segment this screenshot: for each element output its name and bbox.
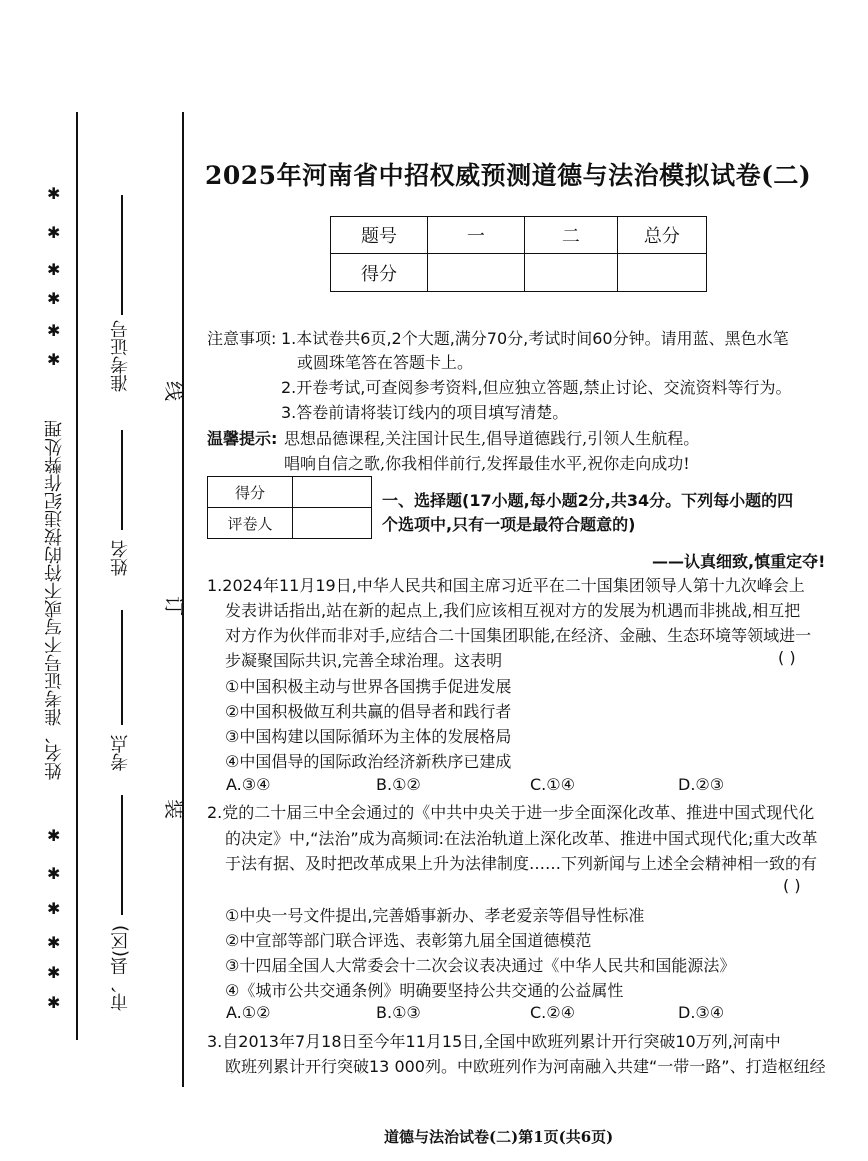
star-mark: ✱ <box>47 350 61 369</box>
section1-heading: 一、选择题(17小题,每小题2分,共34分。下列每小题的四 <box>382 491 794 510</box>
field-label-exam-site: 考点 <box>110 735 131 771</box>
notice-label: 注意事项: <box>207 329 277 348</box>
tip-line: 思想品德课程,关注国计民生,倡导道德践行,引领人生航程。 <box>284 429 700 448</box>
question-1-line: 1.2024年11月19日,中华人民共和国主席习近平在二十国集团领导人第十九次峰会上 <box>207 576 805 595</box>
question-2-option-b[interactable]: B.①③ <box>376 1003 421 1022</box>
star-mark: ✱ <box>47 864 61 883</box>
question-1-line: 对方作为伙伴而非对手,应结合二十国集团职能,在经济、金融、生态环境等领域进一 <box>225 626 812 645</box>
notice-item: 1.本试卷共6页,2个大题,满分70分,考试时间60分钟。请用蓝、黑色水笔 <box>281 329 789 348</box>
star-mark: ✱ <box>47 223 61 242</box>
question-2-statement: ③十四届全国人大常委会十二次会议表决通过《中华人民共和国能源法》 <box>225 956 736 975</box>
notice-item: 或圆珠笔答在答题卡上。 <box>297 353 474 372</box>
field-line-exam-number[interactable] <box>121 195 123 315</box>
notice-item: 2.开卷考试,可查阅参考资料,但应独立答题,禁止讨论、交流资料等行为。 <box>281 378 792 397</box>
question-2-line: 2.党的二十届三中全会通过的《中共中央关于进一步全面深化改革、推进中国式现代化 <box>207 803 815 822</box>
star-mark: ✱ <box>47 321 61 340</box>
question-2-option-c[interactable]: C.②④ <box>530 1003 575 1022</box>
section1-heading-cont: 个选项中,只有一项是最符合题意的) <box>382 515 636 534</box>
field-line-exam-site[interactable] <box>121 610 123 725</box>
star-mark: ✱ <box>47 933 61 952</box>
star-mark: ✱ <box>47 289 61 308</box>
question-1-option-d[interactable]: D.②③ <box>678 775 725 794</box>
cut-mark-install: 装 <box>164 795 185 820</box>
question-2-statement: ④《城市公共交通条例》明确要坚持公共交通的公益属性 <box>225 981 624 1000</box>
question-3-line: 3.自2013年7月18日至今年11月15日,全国中欧班列累计开行突破10万列,河南中 <box>207 1032 781 1051</box>
question-1-statement: ②中国积极做互利共赢的倡导者和践行者 <box>225 702 512 721</box>
question-1-bracket: ( ) <box>778 648 796 667</box>
field-label-exam-number: 准考证号 <box>110 320 131 392</box>
star-mark: ✱ <box>47 899 61 918</box>
grader-table <box>207 476 372 539</box>
grader-name-label: 评卷人 <box>208 508 293 539</box>
grader-score-label: 得分 <box>208 477 293 508</box>
question-2-statement: ①中央一号文件提出,完善婚事新办、孝老爱亲等倡导性标准 <box>225 906 645 925</box>
field-label-name: 姓名 <box>110 540 131 576</box>
score-table <box>330 216 707 292</box>
star-mark: ✱ <box>47 993 61 1012</box>
score-header: 二 <box>524 217 617 254</box>
grader-name-cell[interactable] <box>293 508 372 539</box>
field-line-city[interactable] <box>121 795 123 915</box>
binding-warning: 姓名、准考证号不写或不符的按违纪作弊处理 <box>44 420 65 780</box>
cut-mark-bind: 订 <box>164 592 185 617</box>
question-1-option-c[interactable]: C.①④ <box>530 775 575 794</box>
question-2-option-d[interactable]: D.③④ <box>678 1003 725 1022</box>
question-1-line: 步凝聚国际共识,完善全球治理。这表明 <box>225 651 503 670</box>
question-1-statement: ③中国构建以国际循环为主体的发展格局 <box>225 727 512 746</box>
question-1-statement: ①中国积极主动与世界各国携手促进发展 <box>225 677 512 696</box>
question-1-option-a[interactable]: A.③④ <box>226 775 271 794</box>
question-2-line: 于法有据、及时把改革成果上升为法律制度……下列新闻与上述全会精神相一致的有 <box>225 854 818 873</box>
score-header: 总分 <box>617 217 706 254</box>
question-2-option-a[interactable]: A.①② <box>226 1003 271 1022</box>
score-header: 一 <box>427 217 524 254</box>
cut-mark-line: 线 <box>164 377 185 402</box>
star-mark: ✱ <box>47 963 61 982</box>
question-2-line: 的决定》中,“法治”成为高频词:在法治轨道上深化改革、推进中国式现代化;重大改革 <box>225 829 818 848</box>
question-1-statement: ④中国倡导的国际政治经济新秩序已建成 <box>225 752 512 771</box>
score-cell[interactable] <box>617 254 706 292</box>
grader-score-cell[interactable] <box>293 477 372 508</box>
question-1-option-b[interactable]: B.①② <box>376 775 421 794</box>
field-label-city: 市、县(区) <box>110 925 131 1012</box>
score-header: 题号 <box>331 217 428 254</box>
tip-line: 唱响自信之歌,你我相伴前行,发挥最佳水平,祝你走向成功! <box>284 454 690 473</box>
question-2-statement: ②中宣部等部门联合评选、表彰第九届全国道德模范 <box>225 931 592 950</box>
section1-motto: ——认真细致,慎重定夺! <box>652 552 826 571</box>
score-cell[interactable] <box>524 254 617 292</box>
page-footer: 道德与法治试卷(二)第1页(共6页) <box>384 1128 614 1146</box>
page-title: 2025年河南省中招权威预测道德与法治模拟试卷(二) <box>205 161 812 190</box>
star-mark: ✱ <box>47 184 61 203</box>
question-1-line: 发表讲话指出,站在新的起点上,我们应该相互视对方的发展为机遇而非挑战,相互把 <box>225 601 801 620</box>
star-mark: ✱ <box>47 826 61 845</box>
question-2-bracket: ( ) <box>783 876 801 895</box>
notice-item: 3.答卷前请将装订线内的项目填写清楚。 <box>281 403 569 422</box>
binding-border-left <box>76 112 78 1040</box>
score-row-label: 得分 <box>331 254 428 292</box>
tip-label: 温馨提示: <box>207 429 278 448</box>
score-cell[interactable] <box>427 254 524 292</box>
field-line-name[interactable] <box>121 430 123 530</box>
question-3-line: 欧班列累计开行突破13 000列。中欧班列作为河南融入共建“一带一路”、打造枢纽经 <box>225 1057 826 1076</box>
star-mark: ✱ <box>47 260 61 279</box>
